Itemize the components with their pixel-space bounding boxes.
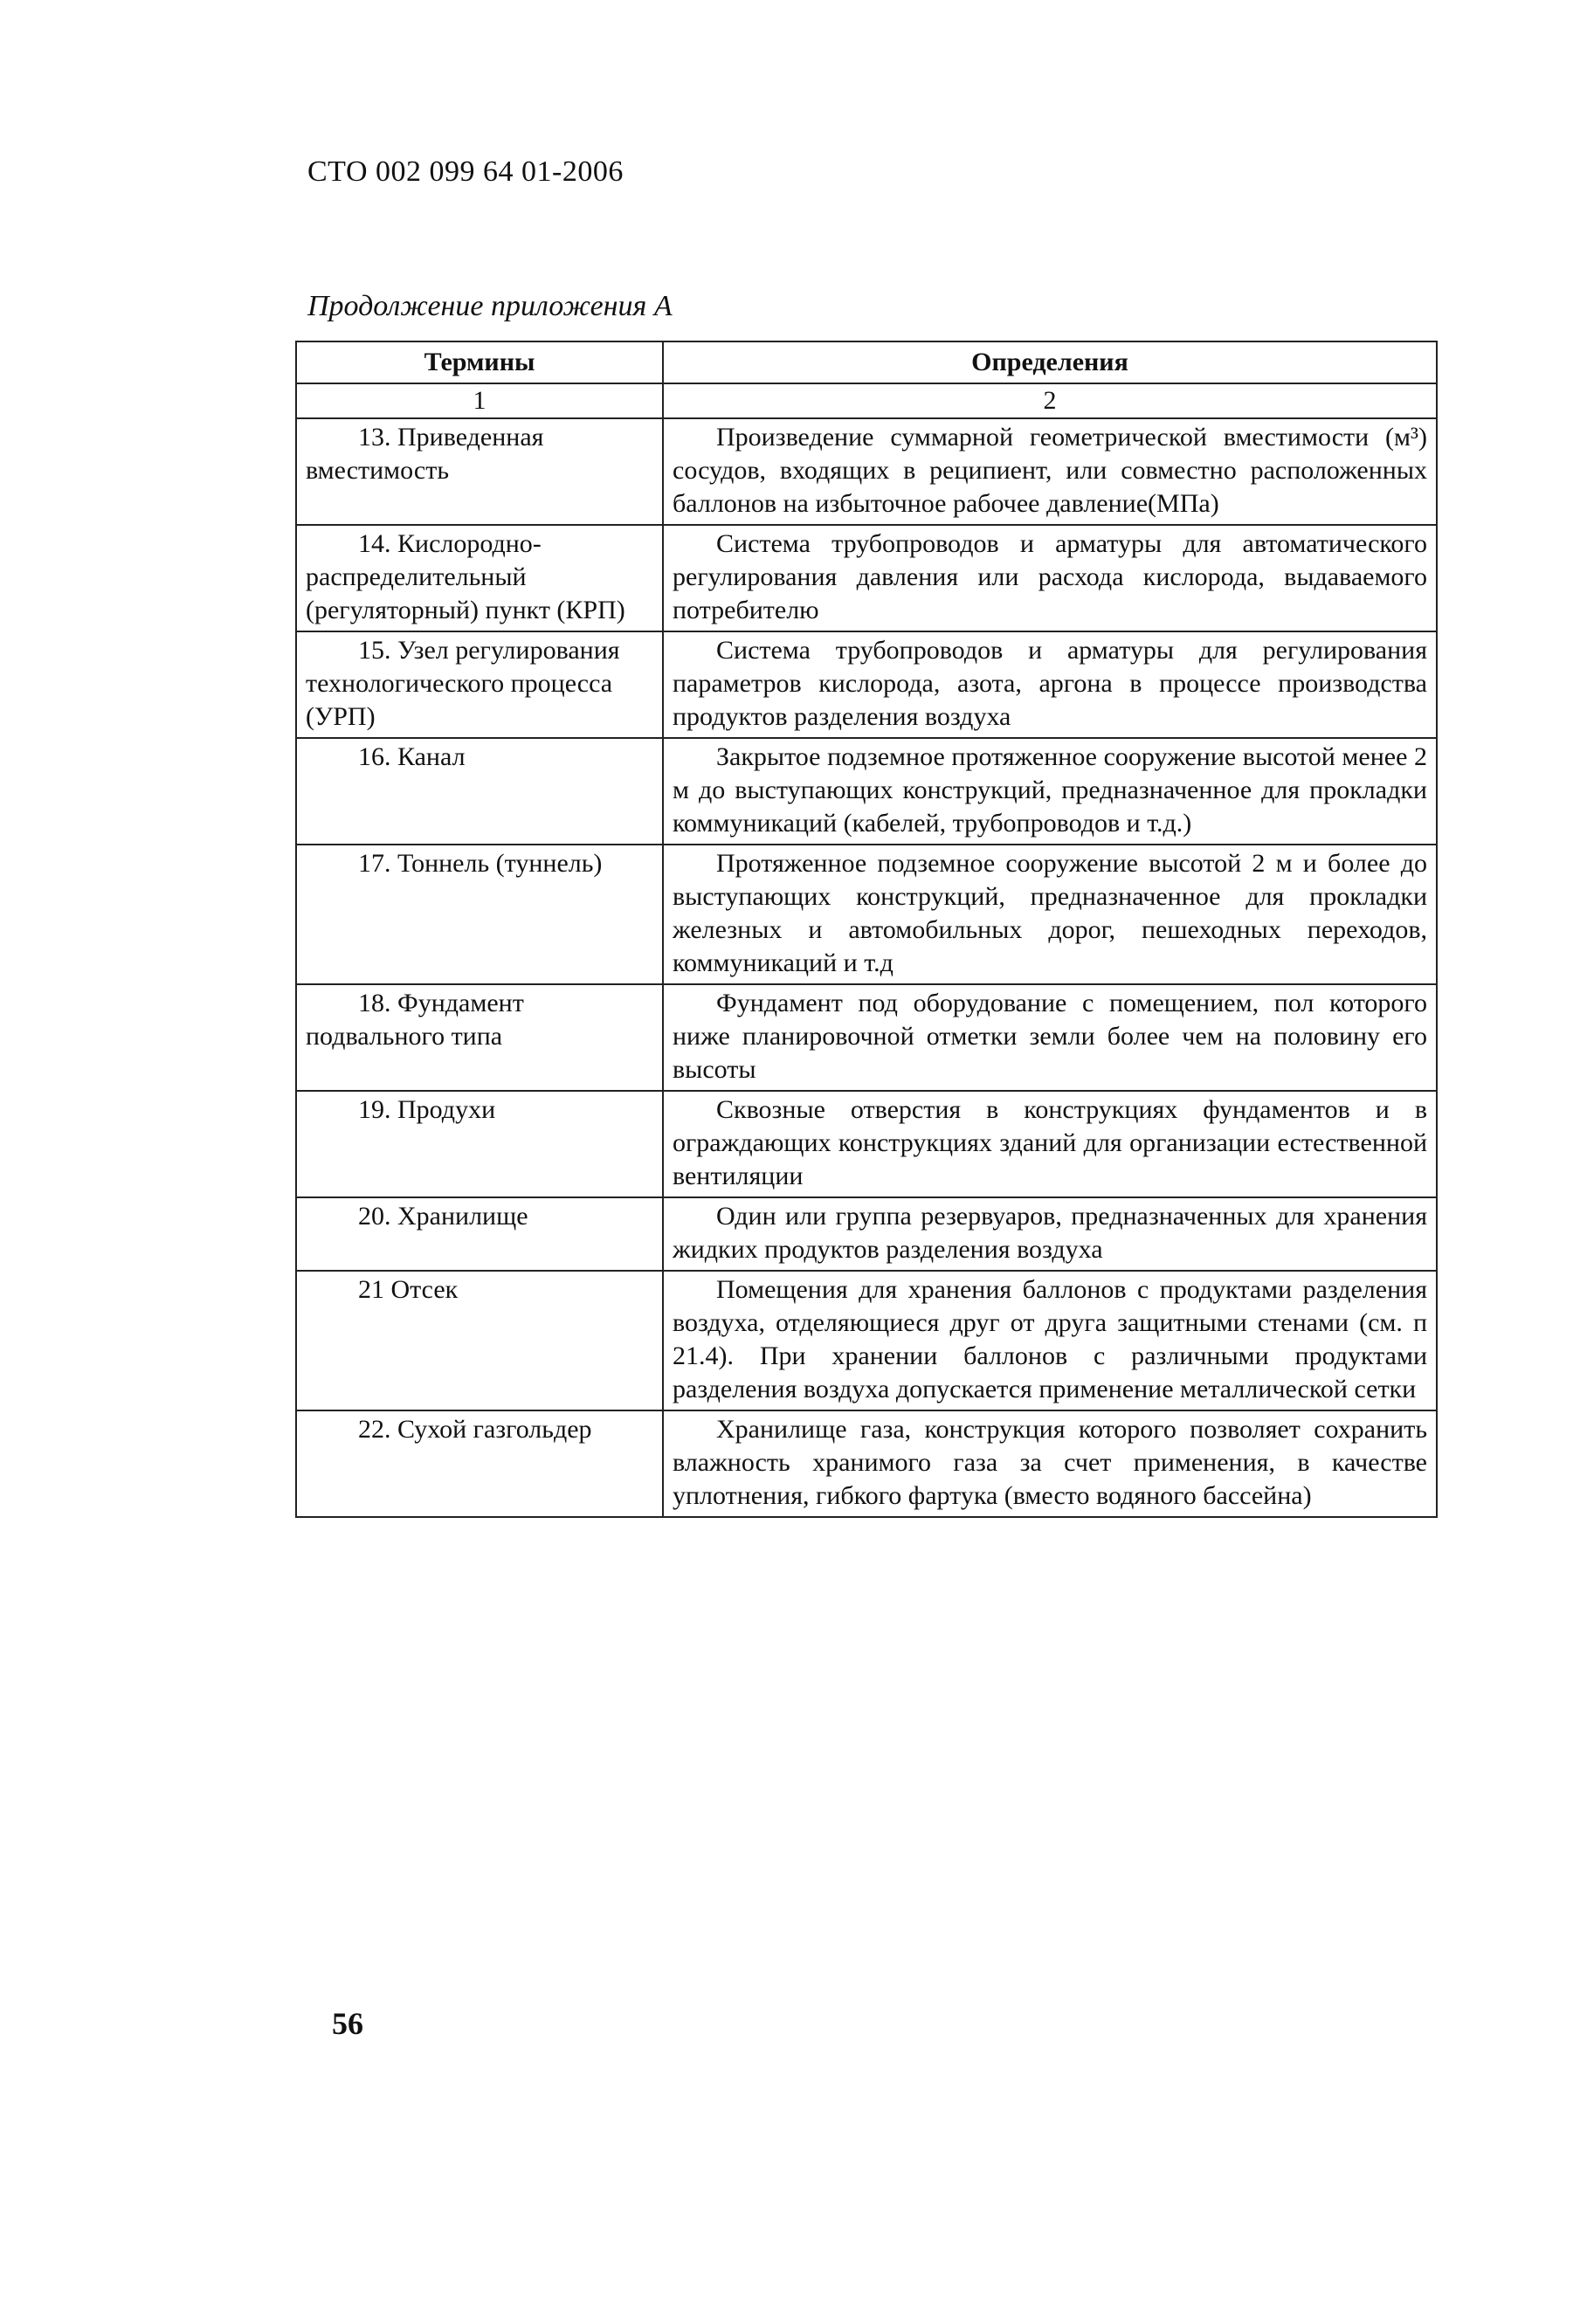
terms-table — [295, 341, 1438, 1518]
term-cell: 19. Продухи — [296, 1091, 663, 1197]
table-row — [296, 631, 1437, 738]
definition-cell: Помещения для хранения баллонов с продуктами разделения воздуха, отделяющиеся друг от друга защитными стенами (см. п 21.4). При хранении баллонов с различными продуктами разделения воздуха допускается применение металлической сетки — [663, 1271, 1437, 1410]
definition-cell: Закрытое подземное протяженное сооружение высотой менее 2 м до выступающих конструкций, предназначенное для прокладки коммуникаций (кабелей, трубопроводов и т.д.) — [663, 738, 1437, 845]
column-number-row — [296, 383, 1437, 418]
term-cell: 20. Хранилище — [296, 1197, 663, 1271]
table-row — [296, 418, 1437, 525]
term-cell: 14. Кислородно-распределительный (регуляторный) пункт (КРП) — [296, 525, 663, 631]
column-number-1: 1 — [296, 383, 663, 418]
table-row — [296, 845, 1437, 984]
document-code: СТО 002 099 64 01-2006 — [307, 155, 624, 188]
page-number: 56 — [332, 2006, 363, 2041]
term-cell: 15. Узел регулирования технологического процесса (УРП) — [296, 631, 663, 738]
table-row — [296, 1197, 1437, 1271]
term-cell: 22. Сухой газгольдер — [296, 1410, 663, 1517]
definition-cell: Сквозные отверстия в конструкциях фундаментов и в ограждающих конструкциях зданий для организации естественной вентиляции — [663, 1091, 1437, 1197]
header-definitions: Определения — [663, 341, 1437, 383]
table-header-row — [296, 341, 1437, 383]
term-cell: 18. Фундамент подвального типа — [296, 984, 663, 1091]
term-cell: 16. Канал — [296, 738, 663, 845]
table-row — [296, 738, 1437, 845]
definition-cell: Система трубопроводов и арматуры для автоматического регулирования давления или расхода кислорода, выдаваемого потребителю — [663, 525, 1437, 631]
definition-cell: Один или группа резервуаров, предназначенных для хранения жидких продуктов разделения воздуха — [663, 1197, 1437, 1271]
term-cell: 17. Тоннель (туннель) — [296, 845, 663, 984]
table-row — [296, 1091, 1437, 1197]
definition-cell: Фундамент под оборудование с помещением, пол которого ниже планировочной отметки земли более чем на половину его высоты — [663, 984, 1437, 1091]
definition-cell: Система трубопроводов и арматуры для регулирования параметров кислорода, азота, аргона в процессе производства продуктов разделения воздуха — [663, 631, 1437, 738]
definition-cell: Хранилище газа, конструкция которого позволяет сохранить влажность хранимого газа за счет применения, в качестве уплотнения, гибкого фартука (вместо водяного бассейна) — [663, 1410, 1437, 1517]
header-terms: Термины — [296, 341, 663, 383]
table-row — [296, 1410, 1437, 1517]
term-cell: 21 Отсек — [296, 1271, 663, 1410]
continuation-label: Продолжение приложения А — [307, 290, 673, 322]
definition-cell: Произведение суммарной геометрической вместимости (м³) сосудов, входящих в реципиент, или совместно расположенных баллонов на избыточное рабочее давление(МПа) — [663, 418, 1437, 525]
table-row — [296, 525, 1437, 631]
column-number-2: 2 — [663, 383, 1437, 418]
table-row — [296, 1271, 1437, 1410]
table-row — [296, 984, 1437, 1091]
definition-cell: Протяженное подземное сооружение высотой 2 м и более до выступающих конструкций, предназначенное для прокладки железных и автомобильных дорог, пешеходных переходов, коммуникаций и т.д — [663, 845, 1437, 984]
term-cell: 13. Приведенная вместимость — [296, 418, 663, 525]
